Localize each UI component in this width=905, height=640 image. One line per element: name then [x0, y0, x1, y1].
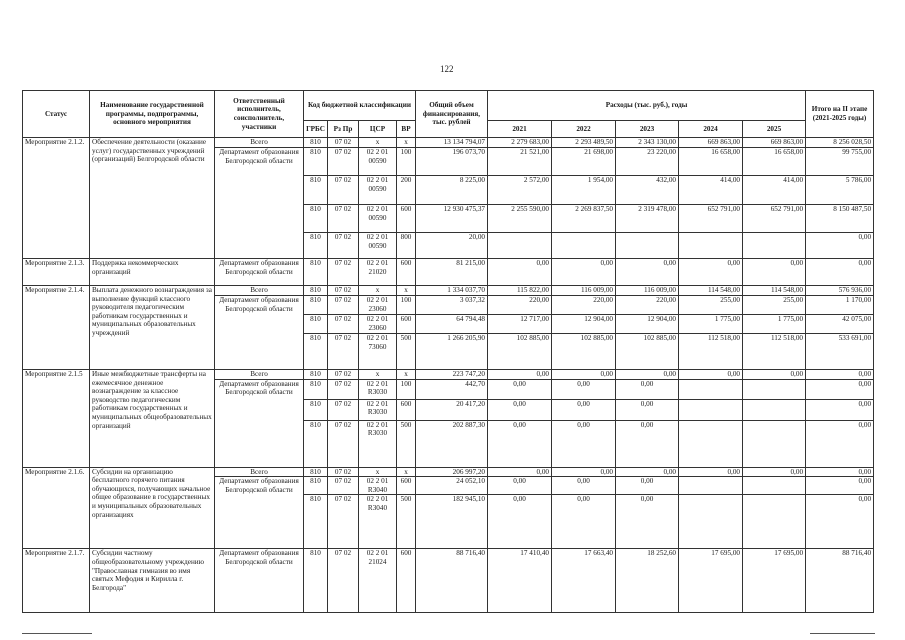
total-cell: 20,00 — [416, 233, 488, 259]
rz-cell: 07 02 — [328, 205, 359, 233]
y2023-cell: 12 904,00 — [616, 315, 679, 334]
vr-cell: 600 — [397, 205, 416, 233]
y2025-cell: 669 863,00 — [743, 138, 806, 148]
name-cell: Субсидии частному общеобразовательному учреждению "Православная гимназия во имя святых Мефодия и Кирилла г. Белгорода" — [90, 549, 215, 613]
header-2025: 2025 — [743, 121, 806, 138]
y2023-cell: 2 343 130,00 — [616, 138, 679, 148]
scan-edge-line — [810, 633, 875, 634]
header-grbs: ГРБС — [304, 121, 328, 138]
csr-cell: 02 2 01 23060 — [359, 296, 397, 315]
y2025-cell: 17 695,00 — [743, 549, 806, 613]
y2023-cell: 0,00 — [616, 420, 679, 467]
y2021-cell: 0,00 — [488, 467, 552, 477]
total-cell: 223 747,20 — [416, 370, 488, 380]
total-cell: 182 945,10 — [416, 495, 488, 549]
name-cell: Поддержка некоммерческих организаций — [90, 259, 215, 286]
rz-cell: 07 02 — [328, 176, 359, 205]
y2023-cell: 220,00 — [616, 296, 679, 315]
y2024-cell: 255,00 — [679, 296, 743, 315]
y2022-cell: 0,00 — [552, 259, 616, 286]
vr-cell: 100 — [397, 379, 416, 399]
y2025-cell — [743, 379, 806, 399]
executor-cell: Департамент образования Белгородской области — [215, 296, 304, 370]
total-cell: 88 716,40 — [416, 549, 488, 613]
itogo-cell: 8 256 028,50 — [806, 138, 874, 148]
total-cell: 3 037,32 — [416, 296, 488, 315]
y2024-cell: 0,00 — [679, 259, 743, 286]
header-executor: Ответственный исполнитель, соисполнитель, участники — [215, 91, 304, 138]
executor-cell: Департамент образования Белгородской области — [215, 549, 304, 613]
vr-cell: 600 — [397, 399, 416, 420]
y2023-cell: 2 319 478,00 — [616, 205, 679, 233]
y2021-cell: 0,00 — [488, 495, 552, 549]
vr-cell: 500 — [397, 495, 416, 549]
csr-cell: 02 2 01 00590 — [359, 176, 397, 205]
y2025-cell — [743, 495, 806, 549]
y2024-cell: 16 658,00 — [679, 148, 743, 176]
y2023-cell — [616, 233, 679, 259]
csr-cell: х — [359, 370, 397, 380]
y2022-cell: 12 904,00 — [552, 315, 616, 334]
rz-cell: 07 02 — [328, 334, 359, 370]
grbs-cell: 810 — [304, 315, 328, 334]
rz-cell: 07 02 — [328, 379, 359, 399]
itogo-cell: 0,00 — [806, 495, 874, 549]
y2024-cell: 114 548,00 — [679, 286, 743, 296]
y2021-cell: 0,00 — [488, 420, 552, 467]
rz-cell: 07 02 — [328, 296, 359, 315]
vr-cell: 100 — [397, 148, 416, 176]
y2024-cell: 17 695,00 — [679, 549, 743, 613]
y2024-cell — [679, 477, 743, 495]
rz-cell: 07 02 — [328, 399, 359, 420]
y2023-cell: 0,00 — [616, 495, 679, 549]
total-cell: 64 794,48 — [416, 315, 488, 334]
y2022-cell: 1 954,00 — [552, 176, 616, 205]
header-2023: 2023 — [616, 121, 679, 138]
grbs-cell: 810 — [304, 370, 328, 380]
y2025-cell — [743, 420, 806, 467]
name-cell: Обеспечение деятельности (оказание услуг) государственных учреждений (организаций) Белгородской области — [90, 138, 215, 259]
y2024-cell — [679, 233, 743, 259]
grbs-cell: 810 — [304, 399, 328, 420]
csr-cell: х — [359, 286, 397, 296]
y2022-cell: 0,00 — [552, 379, 616, 399]
rz-cell: 07 02 — [328, 315, 359, 334]
header-2022: 2022 — [552, 121, 616, 138]
y2022-cell: 102 885,00 — [552, 334, 616, 370]
header-vr: ВР — [397, 121, 416, 138]
y2024-cell: 0,00 — [679, 467, 743, 477]
y2023-cell: 116 009,00 — [616, 286, 679, 296]
table-row — [23, 138, 874, 148]
rz-cell: 07 02 — [328, 549, 359, 613]
y2025-cell: 0,00 — [743, 259, 806, 286]
rz-cell: 07 02 — [328, 420, 359, 467]
y2025-cell — [743, 233, 806, 259]
y2025-cell — [743, 477, 806, 495]
executor-cell: Всего — [215, 370, 304, 380]
budget-table — [22, 90, 874, 613]
csr-cell: х — [359, 138, 397, 148]
y2022-cell: 0,00 — [552, 399, 616, 420]
y2022-cell: 17 663,40 — [552, 549, 616, 613]
grbs-cell: 810 — [304, 379, 328, 399]
total-cell: 1 334 037,70 — [416, 286, 488, 296]
y2024-cell: 112 518,00 — [679, 334, 743, 370]
grbs-cell: 810 — [304, 233, 328, 259]
rz-cell: 07 02 — [328, 370, 359, 380]
itogo-cell: 88 716,40 — [806, 549, 874, 613]
table-row — [23, 549, 874, 613]
total-cell: 442,70 — [416, 379, 488, 399]
csr-cell: х — [359, 467, 397, 477]
y2025-cell: 1 775,00 — [743, 315, 806, 334]
itogo-cell: 1 170,00 — [806, 296, 874, 315]
executor-cell: Всего — [215, 138, 304, 148]
csr-cell: 02 2 01 73060 — [359, 334, 397, 370]
page-number: 122 — [440, 64, 454, 74]
grbs-cell: 810 — [304, 205, 328, 233]
header-2021: 2021 — [488, 121, 552, 138]
y2021-cell: 2 572,00 — [488, 176, 552, 205]
header-itogo: Итого на II этапе (2021-2025 годы) — [806, 91, 874, 138]
y2022-cell: 0,00 — [552, 420, 616, 467]
y2022-cell — [552, 233, 616, 259]
y2025-cell: 16 658,00 — [743, 148, 806, 176]
total-cell: 81 215,00 — [416, 259, 488, 286]
rz-cell: 07 02 — [328, 148, 359, 176]
grbs-cell: 810 — [304, 495, 328, 549]
total-cell: 8 225,00 — [416, 176, 488, 205]
y2023-cell: 18 252,60 — [616, 549, 679, 613]
rz-cell: 07 02 — [328, 138, 359, 148]
y2025-cell: 0,00 — [743, 467, 806, 477]
y2021-cell: 17 410,40 — [488, 549, 552, 613]
header-status: Статус — [23, 91, 90, 138]
y2021-cell: 102 885,00 — [488, 334, 552, 370]
csr-cell: 02 2 01 R3030 — [359, 399, 397, 420]
csr-cell: 02 2 01 21020 — [359, 259, 397, 286]
total-cell: 206 997,20 — [416, 467, 488, 477]
y2023-cell: 102 885,00 — [616, 334, 679, 370]
y2023-cell: 0,00 — [616, 467, 679, 477]
y2025-cell: 0,00 — [743, 370, 806, 380]
executor-cell: Всего — [215, 286, 304, 296]
vr-cell: 800 — [397, 233, 416, 259]
y2024-cell: 669 863,00 — [679, 138, 743, 148]
y2021-cell: 115 822,00 — [488, 286, 552, 296]
itogo-cell: 533 691,00 — [806, 334, 874, 370]
itogo-cell: 99 755,00 — [806, 148, 874, 176]
csr-cell: 02 2 01 23060 — [359, 315, 397, 334]
vr-cell: 600 — [397, 549, 416, 613]
grbs-cell: 810 — [304, 138, 328, 148]
vr-cell: 100 — [397, 296, 416, 315]
vr-cell: х — [397, 138, 416, 148]
status-cell: Мероприятие 2.1.7. — [23, 549, 90, 613]
y2025-cell: 414,00 — [743, 176, 806, 205]
name-cell: Выплата денежного вознаграждения за выполнение функций классного руководителя педагогическим работникам государственных и муниципальных образовательных учреждений — [90, 286, 215, 370]
itogo-cell: 576 936,00 — [806, 286, 874, 296]
grbs-cell: 810 — [304, 477, 328, 495]
vr-cell: 600 — [397, 477, 416, 495]
rz-cell: 07 02 — [328, 467, 359, 477]
grbs-cell: 810 — [304, 296, 328, 315]
itogo-cell: 0,00 — [806, 399, 874, 420]
y2024-cell: 1 775,00 — [679, 315, 743, 334]
status-cell: Мероприятие 2.1.4. — [23, 286, 90, 370]
header-total-financing: Общий объем финансирования, тыс. рублей — [416, 91, 488, 138]
y2022-cell: 0,00 — [552, 467, 616, 477]
rz-cell: 07 02 — [328, 495, 359, 549]
y2024-cell — [679, 379, 743, 399]
y2022-cell: 0,00 — [552, 495, 616, 549]
y2024-cell — [679, 399, 743, 420]
executor-cell: Департамент образования Белгородской области — [215, 379, 304, 467]
vr-cell: х — [397, 467, 416, 477]
csr-cell: 02 2 01 R3040 — [359, 477, 397, 495]
csr-cell: 02 2 01 R3030 — [359, 379, 397, 399]
header-expenses: Расходы (тыс. руб.), годы — [488, 91, 806, 121]
y2022-cell: 220,00 — [552, 296, 616, 315]
y2022-cell: 2 293 489,50 — [552, 138, 616, 148]
y2021-cell: 0,00 — [488, 370, 552, 380]
vr-cell: 200 — [397, 176, 416, 205]
itogo-cell: 5 786,00 — [806, 176, 874, 205]
y2024-cell: 652 791,00 — [679, 205, 743, 233]
vr-cell: 600 — [397, 315, 416, 334]
csr-cell: 02 2 01 R3030 — [359, 420, 397, 467]
header-bcc: Код бюджетной классификации — [304, 91, 416, 121]
grbs-cell: 810 — [304, 259, 328, 286]
itogo-cell: 0,00 — [806, 477, 874, 495]
y2021-cell: 2 279 683,00 — [488, 138, 552, 148]
scan-edge-line — [22, 633, 92, 634]
itogo-cell: 0,00 — [806, 370, 874, 380]
rz-cell: 07 02 — [328, 259, 359, 286]
y2021-cell: 0,00 — [488, 399, 552, 420]
grbs-cell: 810 — [304, 334, 328, 370]
y2023-cell: 0,00 — [616, 370, 679, 380]
table-row — [23, 370, 874, 380]
status-cell: Мероприятие 2.1.6. — [23, 467, 90, 549]
y2023-cell: 23 220,00 — [616, 148, 679, 176]
name-cell: Иные межбюджетные трансферты на ежемесячное денежное вознаграждение за классное руководство педагогическим работникам государственных и муниципальных общеобразовательных организаций — [90, 370, 215, 468]
vr-cell: 500 — [397, 420, 416, 467]
itogo-cell: 0,00 — [806, 420, 874, 467]
table-row — [23, 259, 874, 286]
itogo-cell: 0,00 — [806, 233, 874, 259]
y2021-cell: 0,00 — [488, 477, 552, 495]
y2021-cell: 0,00 — [488, 379, 552, 399]
itogo-cell: 8 150 487,50 — [806, 205, 874, 233]
vr-cell: х — [397, 370, 416, 380]
grbs-cell: 810 — [304, 467, 328, 477]
csr-cell: 02 2 01 00590 — [359, 148, 397, 176]
y2021-cell: 12 717,00 — [488, 315, 552, 334]
grbs-cell: 810 — [304, 176, 328, 205]
grbs-cell: 810 — [304, 148, 328, 176]
status-cell: Мероприятие 2.1.2. — [23, 138, 90, 259]
header-2024: 2024 — [679, 121, 743, 138]
y2024-cell — [679, 495, 743, 549]
y2025-cell — [743, 399, 806, 420]
y2021-cell: 220,00 — [488, 296, 552, 315]
header-rz: Рз Пр — [328, 121, 359, 138]
y2024-cell — [679, 420, 743, 467]
rz-cell: 07 02 — [328, 286, 359, 296]
y2022-cell: 21 698,00 — [552, 148, 616, 176]
total-cell: 20 417,20 — [416, 399, 488, 420]
rz-cell: 07 02 — [328, 233, 359, 259]
total-cell: 13 134 794,07 — [416, 138, 488, 148]
total-cell: 24 052,10 — [416, 477, 488, 495]
total-cell: 202 887,30 — [416, 420, 488, 467]
grbs-cell: 810 — [304, 549, 328, 613]
y2021-cell — [488, 233, 552, 259]
y2022-cell: 0,00 — [552, 477, 616, 495]
y2021-cell: 0,00 — [488, 259, 552, 286]
y2021-cell: 21 521,00 — [488, 148, 552, 176]
name-cell: Субсидии на организацию бесплатного горячего питания обучающихся, получающих начальное общее образование в государственных и муниципальных образовательных организациях — [90, 467, 215, 549]
csr-cell: 02 2 01 R3040 — [359, 495, 397, 549]
y2023-cell: 432,00 — [616, 176, 679, 205]
itogo-cell: 42 075,00 — [806, 315, 874, 334]
executor-cell: Департамент образования Белгородской области — [215, 477, 304, 549]
executor-cell: Департамент образования Белгородской области — [215, 148, 304, 259]
y2023-cell: 0,00 — [616, 477, 679, 495]
header-csr: ЦСР — [359, 121, 397, 138]
vr-cell: х — [397, 286, 416, 296]
y2023-cell: 0,00 — [616, 399, 679, 420]
executor-cell: Департамент образования Белгородской области — [215, 259, 304, 286]
vr-cell: 600 — [397, 259, 416, 286]
table-row — [23, 286, 874, 296]
y2022-cell: 116 009,00 — [552, 286, 616, 296]
y2025-cell: 112 518,00 — [743, 334, 806, 370]
status-cell: Мероприятие 2.1.3. — [23, 259, 90, 286]
grbs-cell: 810 — [304, 286, 328, 296]
y2021-cell: 2 255 590,00 — [488, 205, 552, 233]
y2025-cell: 255,00 — [743, 296, 806, 315]
vr-cell: 500 — [397, 334, 416, 370]
csr-cell: 02 2 01 21024 — [359, 549, 397, 613]
total-cell: 1 266 205,90 — [416, 334, 488, 370]
y2022-cell: 0,00 — [552, 370, 616, 380]
y2022-cell: 2 269 837,50 — [552, 205, 616, 233]
y2025-cell: 652 791,00 — [743, 205, 806, 233]
y2024-cell: 414,00 — [679, 176, 743, 205]
grbs-cell: 810 — [304, 420, 328, 467]
y2023-cell: 0,00 — [616, 379, 679, 399]
executor-cell: Всего — [215, 467, 304, 477]
itogo-cell: 0,00 — [806, 467, 874, 477]
csr-cell: 02 2 01 00590 — [359, 205, 397, 233]
header-name: Наименование государственной программы, подпрограммы, основного мероприятия — [90, 91, 215, 138]
itogo-cell: 0,00 — [806, 379, 874, 399]
status-cell: Мероприятие 2.1.5 — [23, 370, 90, 468]
itogo-cell: 0,00 — [806, 259, 874, 286]
rz-cell: 07 02 — [328, 477, 359, 495]
table-row — [23, 467, 874, 477]
y2024-cell: 0,00 — [679, 370, 743, 380]
y2025-cell: 114 548,00 — [743, 286, 806, 296]
total-cell: 196 073,70 — [416, 148, 488, 176]
y2023-cell: 0,00 — [616, 259, 679, 286]
csr-cell: 02 2 01 00590 — [359, 233, 397, 259]
total-cell: 12 930 475,37 — [416, 205, 488, 233]
